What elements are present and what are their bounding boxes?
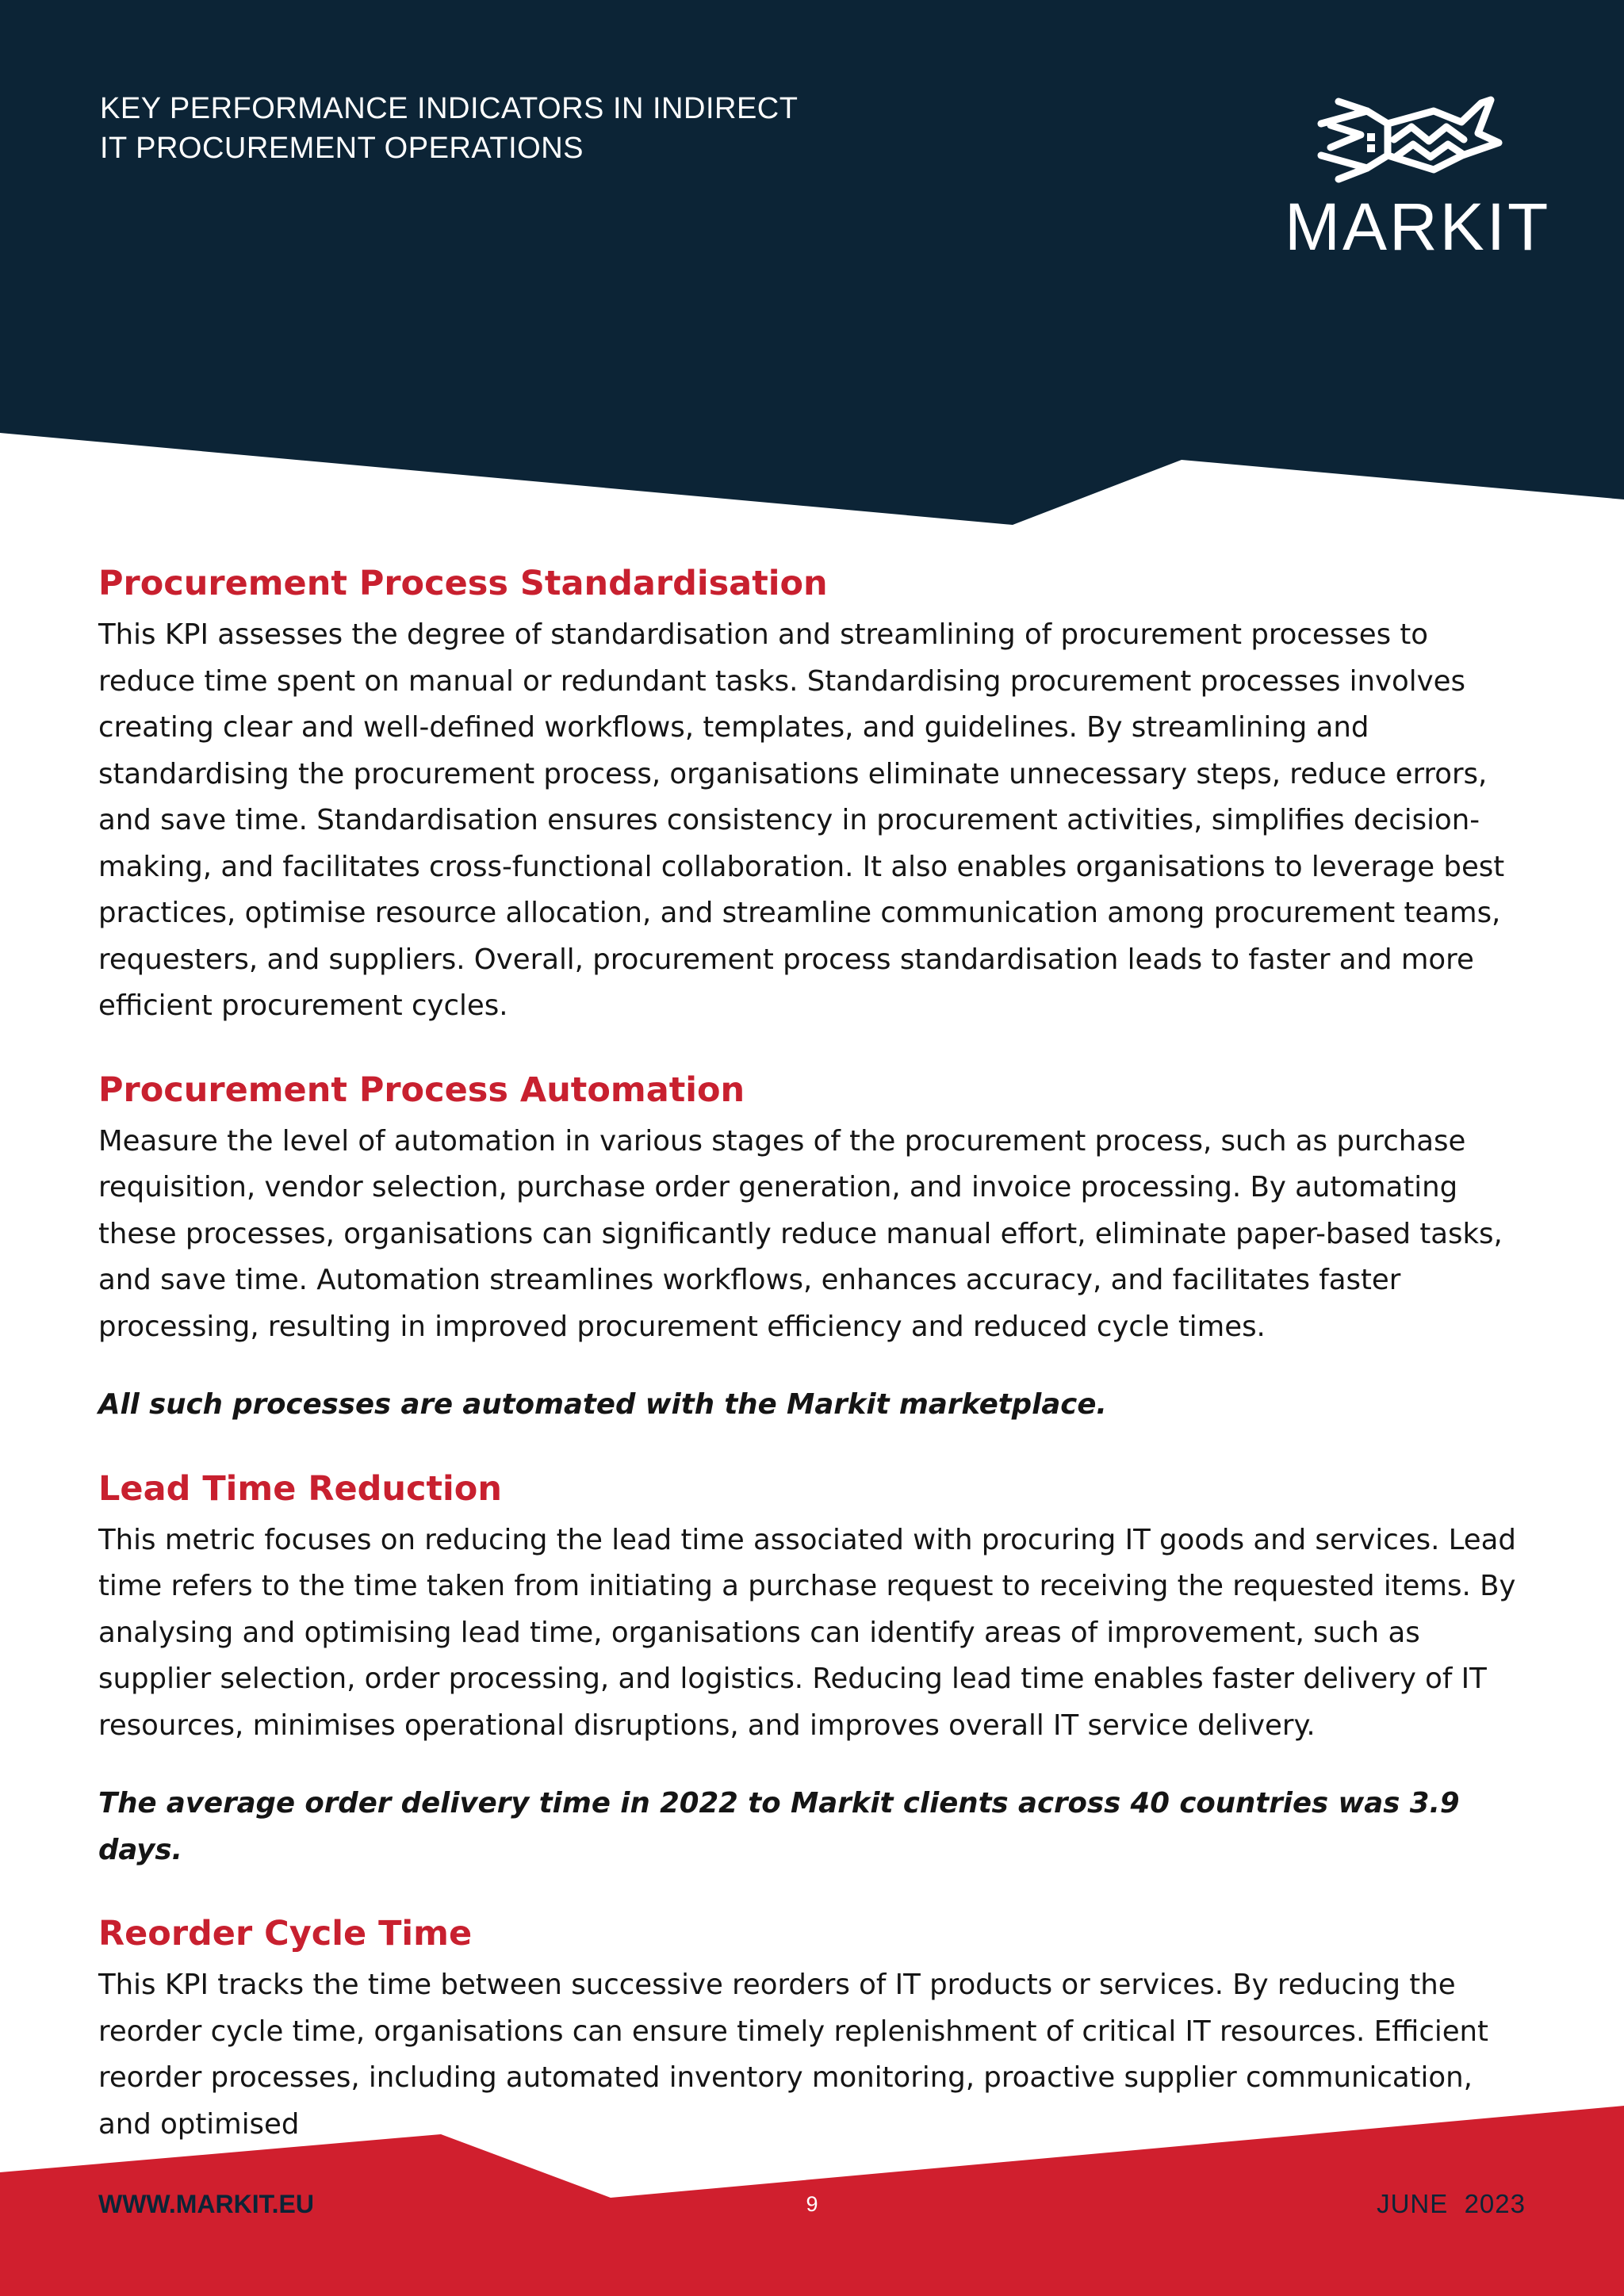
- section-heading: Reorder Cycle Time: [98, 1914, 473, 1954]
- section-procurement-process-standardisation: [98, 555, 1526, 1030]
- section-lead-time-reduction: [98, 1460, 1526, 1874]
- highlight-note: All such processes are automated with the Markit marketplace.: [98, 1388, 1107, 1421]
- highlight-note: The average order delivery time in 2022 to Markit clients across 40 countries was 3.9 days.: [98, 1787, 1460, 1866]
- header-background: [0, 0, 1624, 539]
- section-body: This metric focuses on reducing the lead time associated with procuring IT goods and services. Lead time refers to the time taken from initiating a purchase request to receiving the requested items. By analysing and optimising lead time, organisations can identify areas of improvement, such as supplier selection, order processing, and logistics. Reducing lead time enables faster delivery of IT resources, minimises operational disruptions, and improves overall IT service delivery.: [98, 1523, 1516, 1742]
- section-body: Measure the level of automation in various stages of the procurement process, such as purchase requisition, vendor selection, purchase order generation, and invoice processing. By automating these processes, organisations can significantly reduce manual effort, eliminate paper-based tasks, and save time. Automation streamlines workflows, enhances accuracy, and facilitates faster processing, resulting in improved procurement efficiency and reduced cycle times.: [98, 1124, 1503, 1343]
- markit-fish-logo-icon: [1315, 94, 1505, 186]
- section-heading: Procurement Process Automation: [98, 1070, 745, 1110]
- spacer: [98, 1873, 1526, 1905]
- section-heading: Lead Time Reduction: [98, 1468, 502, 1509]
- document-title-line-1: KEY PERFORMANCE INDICATORS IN INDIRECT: [100, 92, 799, 125]
- section-body: This KPI assesses the degree of standardisation and streamlining of procurement processes to reduce time spent on manual or redundant tasks. Standardising procurement processes involves creating clear and well-defined workflows, templates, and guidelines. By streamlining and standardising the procurement process, organisations eliminate unnecessary steps, reduce errors, and save time. Standardisation ensures consistency in procurement activities, simplifies decision-making, and facilitates cross-functional collaboration. It also enables organisations to leverage best practices, optimise resource allocation, and streamline communication among procurement teams, requesters, and suppliers. Overall, procurement process standardisation leads to faster and more efficient procurement cycles.: [98, 618, 1505, 1022]
- main-content: [98, 555, 1526, 2148]
- document-title-line-2: IT PROCUREMENT OPERATIONS: [100, 132, 584, 165]
- spacer: [98, 1350, 1526, 1382]
- logo-wordmark: MARKIT: [1285, 189, 1551, 264]
- section-procurement-process-automation: [98, 1062, 1526, 1429]
- document-title: [100, 89, 893, 168]
- spacer: [98, 1749, 1526, 1781]
- markit-logo[interactable]: [1285, 94, 1551, 264]
- spacer: [98, 1030, 1526, 1062]
- section-body: This KPI tracks the time between successive reorders of IT products or services. By reducing the reorder cycle time, organisations can ensure timely replenishment of critical IT resources. Efficient reorder processes, including automated inventory monitoring, proactive supplier communication, and optimised: [98, 1969, 1488, 2141]
- spacer: [98, 1429, 1526, 1460]
- section-heading: Procurement Process Standardisation: [98, 564, 828, 603]
- footer-website-link[interactable]: WWW.MARKIT.EU: [98, 2190, 314, 2218]
- page-number: 9: [806, 2192, 818, 2216]
- footer-date: JUNE 2023: [1377, 2189, 1526, 2218]
